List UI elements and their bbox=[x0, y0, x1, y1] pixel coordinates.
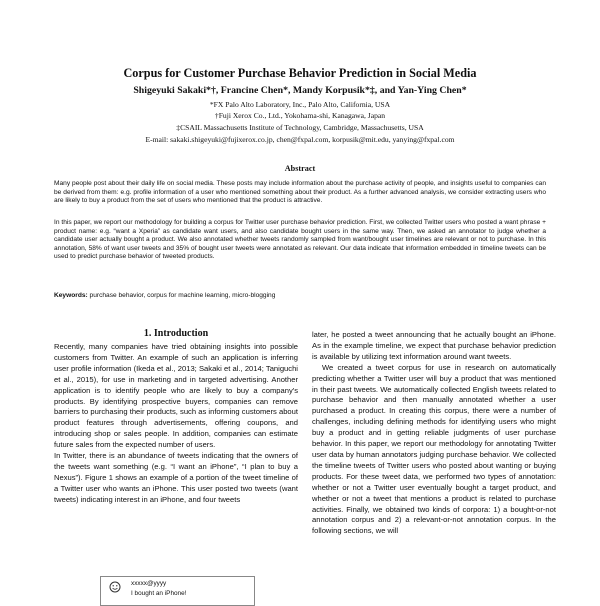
intro-paragraph-2: In Twitter, there is an abundance of tweets indicating that the owners of the tweets want something (e.g. “I want an iPhone”, “I plan to buy a Nexus”). Figure 1 shows an example of a portion of the tweet timeline of a Twitter user who wants an iPhone. This user posted two tweets (want tweets) indicating interest in an iPhone, and four tweets bbox=[54, 451, 298, 504]
intro-paragraph-3: later, he posted a tweet announcing that he actually bought an iPhone. As in the example timeline, we expect that purchase behavior prediction is available by utilizing text information around want tweets. bbox=[312, 330, 556, 361]
tweet-text: I bought an iPhone! bbox=[131, 590, 187, 597]
keywords bbox=[54, 291, 546, 300]
author-list: Shigeyuki Sakaki*†, Francine Chen*, Mandy Korpusik*‡, and Yan-Ying Chen* bbox=[133, 85, 467, 96]
keywords-text: purchase behavior, corpus for machine learning, micro-blogging bbox=[87, 292, 276, 299]
tweet-username: xxxxx@yyyy bbox=[131, 580, 167, 587]
section-heading-introduction: 1. Introduction bbox=[143, 328, 209, 339]
right-column bbox=[312, 330, 556, 537]
intro-paragraph-4: We created a tweet corpus for use in research on automatically predicting whether a Twitter user will buy a product that was mentioned in their past tweets. We automatically collected English tweets related to purchase behavior and then manually annotated whether a user purchased a product. In creating this corpus, there were a number of challenges, including defining methods for identifying users who might buy a product and in getting reliable judgments of user purchase behavior. In this paper, we report our methodology for annotating Twitter user data by human annotators judging purchase behavior. We collected the timeline tweets of Twitter users who posted about wanting or buying products. For these tweet data, we performed two types of annotation: whether or not a Twitter user eventually bought a target product, and whether or not a tweet that mentions a product is related to purchase activities. Finally, we obtained two kinds of corpora: 1) a bought-or-not annotation corpus and 2) a relevant-or-not annotation corpus. In the following sections, we will bbox=[312, 362, 556, 536]
left-column bbox=[54, 328, 298, 506]
figure-1-timeline bbox=[100, 576, 255, 606]
author-emails: E-mail: sakaki.shigeyuki@fujixerox.co.jp, chen@fxpal.com, korpusik@mit.edu, yanying@fxpal.com bbox=[145, 135, 455, 144]
keywords-label: Keywords: bbox=[54, 292, 88, 299]
affiliation-fujixerox: †Fuji Xerox Co., Ltd., Yokohama-shi, Kanagawa, Japan bbox=[214, 111, 386, 120]
abstract-heading: Abstract bbox=[284, 164, 316, 173]
smiley-icon bbox=[109, 581, 121, 593]
affiliation-mit: ‡CSAIL Massachusetts Institute of Technology, Cambridge, Massachusetts, USA bbox=[176, 123, 424, 132]
abstract-paragraph-1: Many people post about their daily life on social media. These posts may include information about the purchase activity of people, and insights useful to companies can be derived from them: e.g. profile information of a user who mentioned something about their product. As a further advanced analysis, we consider extracting users who are likely to buy a product from the set of users who mentioned that the product is attractive. bbox=[54, 180, 546, 205]
affiliation-fxpal: *FX Palo Alto Laboratory, Inc., Palo Alto, California, USA bbox=[209, 100, 391, 109]
intro-paragraph-1: Recently, many companies have tried obtaining insights into possible customers from Twitter. An example of such an application is inferring user profile information (Ikeda et al., 2013; Sakaki et al., 2014; Taniguchi et al., 2015), for use in marketing and in targeted advertising. Another application is to identify people who are likely to buy a company's products. By identifying prospective buyers, companies can remove barriers to purchasing their products, such as informing customers about product features through advertisements, offering coupons, and introducing shop or sales people. In addition, companies can estimate future sales from the expected number of users. bbox=[54, 342, 298, 450]
paper-title: Corpus for Customer Purchase Behavior Prediction in Social Media bbox=[123, 66, 477, 80]
abstract-paragraph-2: In this paper, we report our methodology for building a corpus for Twitter user purchase behavior prediction. First, we collected Twitter users who posted a want phrase + product name: e.g. “want a Xperia” as candidate want users, and also candidate bought users in the same way. Then, we asked an annotator to judge whether a candidate user actually bought a product. We also annotated whether tweets randomly sampled from want/bought user timelines are relevant or not to purchase. In this annotation, 58% of want user tweets and 35% of bought user tweets were annotated as relevant. Our data indicate that information embedded in timeline tweets can be used to predict purchase behavior of tweeted products. bbox=[54, 219, 546, 261]
